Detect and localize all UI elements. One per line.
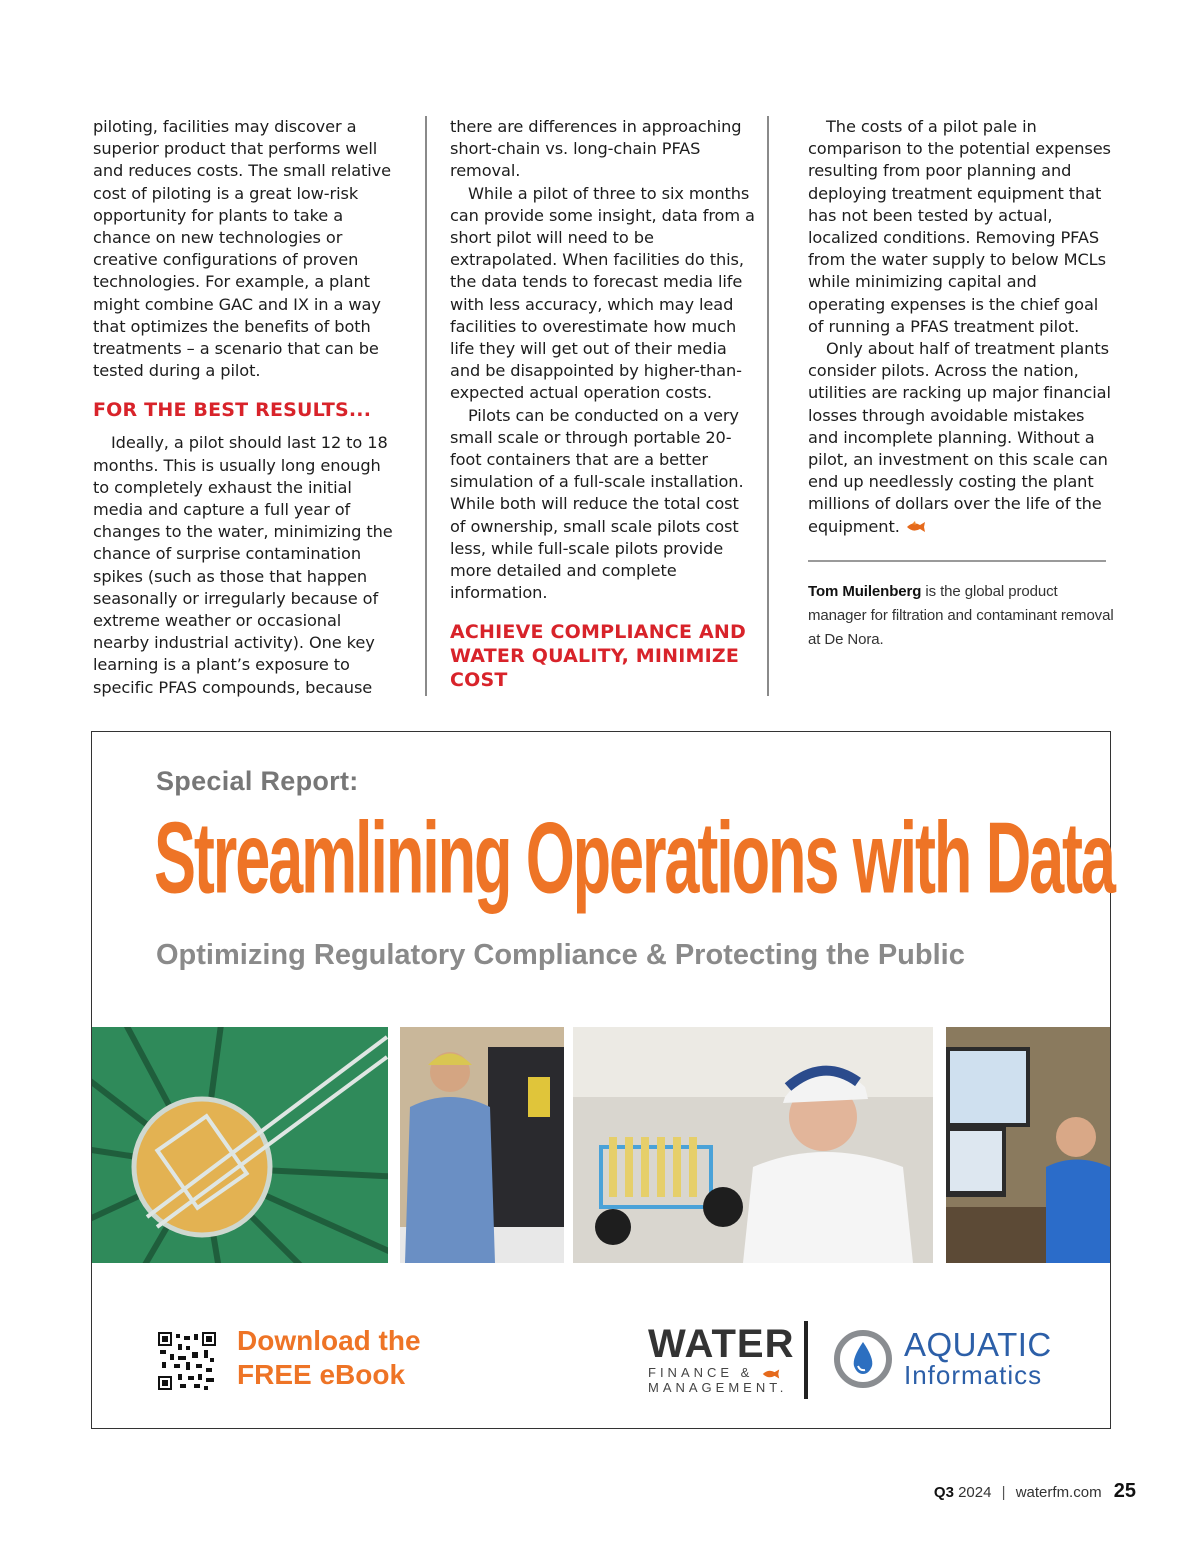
col3-paragraph-1: The costs of a pilot pale in comparison to the potential expenses resulting from poor planning and deploying treatment equipment that has not been tested by actual, localized conditions. Removing PFAS from the water supply to below MCLs while minimizing capital and operating expenses is the chief goal of running a PFAS treatment pilot. [808,117,1111,336]
operator-computer-photo [946,1027,1110,1263]
col2-paragraph-3: Pilots can be conducted on a very small scale or through portable 20-foot containers that are a better simulation of a full-scale installation. While both will reduce the total cost of ownership, small scale pilots cost less, while full-scale pilots provide more detailed and complete information. [450,405,744,603]
col1-heading: FOR THE BEST RESULTS... [93,399,372,422]
footer-quarter: Q3 [933,1484,954,1501]
footer-year: 2024 [958,1484,992,1501]
worker-analyzer-photo [400,1027,564,1263]
logo-water-tagline-1: FINANCE & [648,1366,788,1381]
article-column-3 [808,116,1118,652]
water-finance-management-logo [648,1322,795,1395]
logo-water-wordmark: WATER [648,1322,795,1366]
logo-divider [804,1321,808,1399]
ad-title: Streamlining Operations with Data [154,803,1114,916]
logo-water-tagline-2: MANAGEMENT. [648,1379,788,1395]
end-of-article-fish-icon [905,520,927,534]
logo-aquatic-line-1: AQUATIC [904,1326,1052,1363]
logo-aquatic-line-2: Informatics [904,1360,1043,1390]
column-divider [425,116,427,696]
footer-separator: | [1001,1484,1006,1501]
col2-heading: ACHIEVE COMPLIANCE AND WATER QUALITY, MINIMIZE COST [450,621,746,692]
fish-logo-icon [761,1367,781,1381]
page-footer [934,1480,1136,1503]
col1-paragraph-1: piloting, facilities may discover a superior product that performs well and reduces costs. The small relative cost of piloting is a great low-risk opportunity for plants to take a chance on new technologies or creative configurations of proven technologies. For example, a plant might combine GAC and IX in a way that optimizes the benefits of both treatments – a scenario that can be tested during a pilot. [93,117,392,381]
download-ebook-link[interactable] [237,1324,421,1392]
col2-paragraph-2: While a pilot of three to six months can provide some insight, data from a short pilot will need to be extrapolated. When facilities do this, the data tends to forecast media life with less accuracy, which may lead facilities to overestimate how much life they will get out of their media and be disappointed by higher-than-expected actual operation costs. [450,183,755,403]
article-column-2 [450,116,755,692]
cta-line-2: FREE eBook [237,1359,406,1390]
col3-paragraph-2: Only about half of treatment plants consider pilots. Across the nation, utilities are racking up major financial losses through avoidable mistakes and incomplete planning. Without a pilot, an investment on this scale can end up needlessly costing the plant millions of dollars over the life of the equipment. [808,339,1111,536]
author-description: is the global product manager for filtration and contaminant removal at De Nora. [808,582,1114,648]
footer-site[interactable]: waterfm.com [1015,1484,1102,1501]
water-drop-ring-icon [832,1328,894,1390]
col2-paragraph-1: there are differences in approaching short-chain vs. long-chain PFAS removal. [450,117,742,181]
col1-paragraph-2: Ideally, a pilot should last 12 to 18 months. This is usually long enough to completely exhaust the initial media and capture a full year of changes to the water, minimizing the chance of surprise contamination spikes (such as those that happen seasonally or irregularly because of extreme weather or occasional nearby industrial activity). One key learning is a plant’s exposure to specific PFAS compounds, because [93,433,393,697]
ad-subtitle: Optimizing Regulatory Compliance & Protecting the Public [156,939,965,971]
bio-divider [808,560,1106,562]
qr-code[interactable] [158,1332,216,1390]
article-column-1 [93,116,393,699]
cta-line-1: Download the [237,1325,421,1356]
ad-kicker: Special Report: [156,766,359,796]
clarifier-aerial-photo [92,1027,388,1263]
page-number: 25 [1113,1480,1136,1502]
column-divider [767,116,769,696]
lab-technician-photo [573,1027,933,1263]
author-bio [808,580,1118,652]
author-name: Tom Muilenberg [808,582,922,600]
ebook-advertisement[interactable] [91,731,1114,1429]
